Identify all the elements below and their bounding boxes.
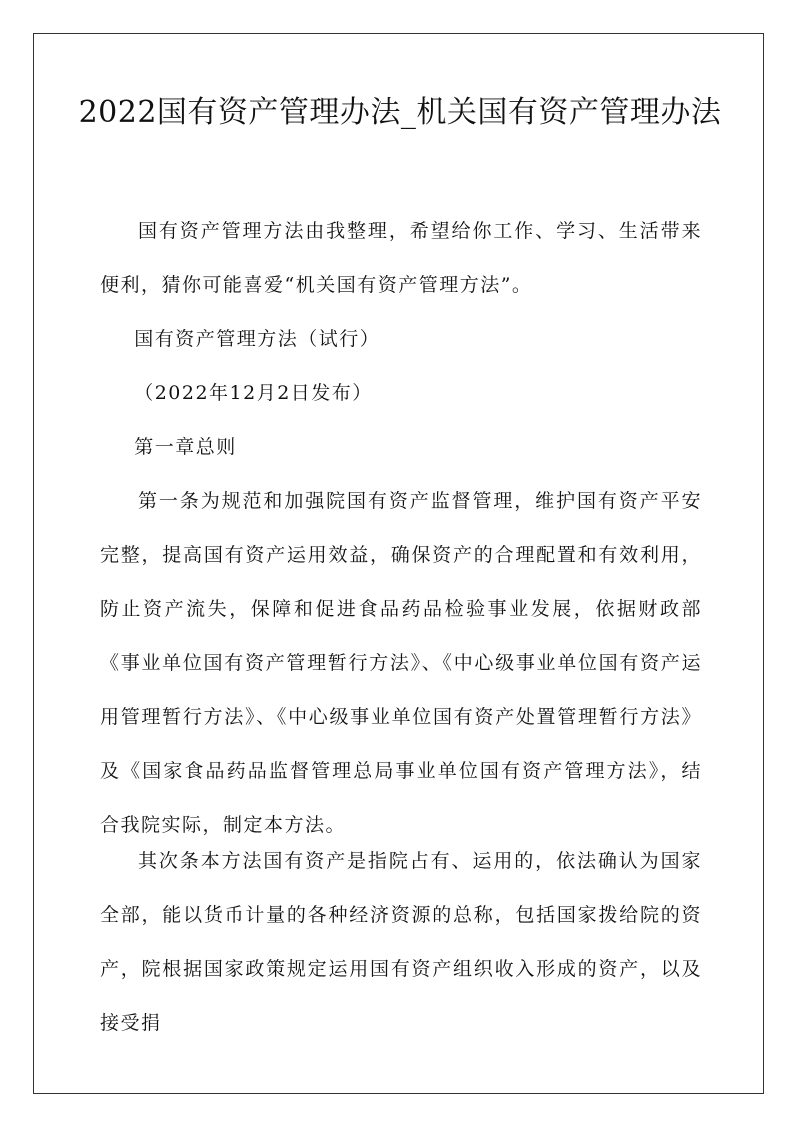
article-1-section [100,474,702,852]
intro-paragraph: 国有资产管理方法由我整理，希望给你工作、学习、生活带来便利，猜你可能喜爱“机关国有资产管理方法”。 [100,220,702,296]
method-heading-section [100,312,702,366]
intro-section [100,204,702,312]
method-heading: 国有资产管理方法（试行） [134,328,381,350]
article-1: 第一条为规范和加强院国有资产监督管理，维护国有资产平安完整，提高国有资产运用效益，确保资产的合理配置和有效利用，防止资产流失，保障和促进食品药品检验事业发展，依据财政部《事业单位国有资产管理暂行方法》、《中心级事业单位国有资产运用管理暂行方法》、《中心级事业单位国有资产处置管理暂行方法》及《国家食品药品监督管理总局事业单位国有资产管理方法》，结合我院实际，制定本方法。 [100,490,702,836]
chapter-section [100,420,702,474]
article-2-section [100,834,702,1050]
publish-date: （2022年12月2日发布） [134,382,373,404]
date-section [100,366,702,420]
chapter-heading: 第一章总则 [134,436,237,458]
article-2: 其次条本方法国有资产是指院占有、运用的，依法确认为国家全部，能以货币计量的各种经济资源的总称，包括国家拨给院的资产，院根据国家政策规定运用国有资产组织收入形成的资产，以及接受捐 [100,850,702,1034]
document-title: 2022国有资产管理办法_机关国有资产管理办法 [78,95,722,130]
